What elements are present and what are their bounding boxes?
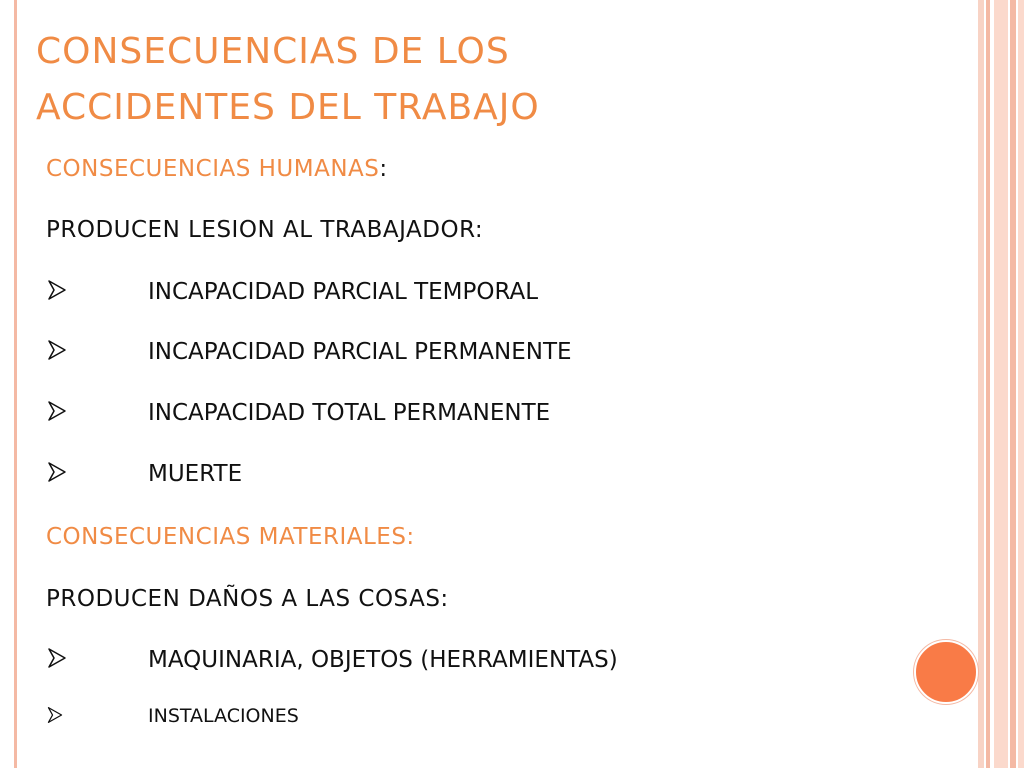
section-humanas-heading [46, 156, 388, 182]
list-item-text: INSTALACIONES [148, 705, 299, 727]
right-stripe [1018, 0, 1024, 768]
right-stripe [986, 0, 990, 768]
section-materiales-heading: CONSECUENCIAS MATERIALES: [46, 524, 415, 550]
arrow-bullet-icon [46, 461, 68, 483]
list-item [46, 461, 243, 487]
title-line-2: ACCIDENTES DEL TRABAJO [36, 87, 540, 128]
list-item-text: INCAPACIDAD PARCIAL TEMPORAL [148, 279, 539, 305]
list-item [46, 279, 539, 305]
decorative-circle [914, 640, 978, 704]
list-item [46, 339, 572, 365]
slide-title [36, 24, 936, 136]
arrow-bullet-icon [46, 400, 68, 422]
list-item-text: INCAPACIDAD TOTAL PERMANENTE [148, 400, 551, 426]
right-stripe [994, 0, 1008, 768]
list-item [46, 647, 618, 673]
arrow-bullet-icon [46, 647, 68, 669]
materiales-intro: PRODUCEN DAÑOS A LAS COSAS: [46, 586, 449, 612]
right-stripe [978, 0, 984, 768]
list-item-text: INCAPACIDAD PARCIAL PERMANENTE [148, 339, 572, 365]
right-stripe [1010, 0, 1016, 768]
title-line-1: CONSECUENCIAS DE LOS [36, 31, 510, 72]
section-humanas-colon: : [379, 156, 388, 182]
list-item-text: MUERTE [148, 461, 243, 487]
left-border-line [14, 0, 17, 768]
arrow-bullet-icon [46, 279, 68, 301]
arrow-bullet-icon [46, 706, 64, 724]
list-item-text: MAQUINARIA, OBJETOS (HERRAMIENTAS) [148, 647, 618, 673]
section-humanas-label: CONSECUENCIAS HUMANAS [46, 156, 380, 182]
arrow-bullet-icon [46, 339, 68, 361]
humanas-intro: PRODUCEN LESION AL TRABAJADOR: [46, 217, 484, 243]
list-item [46, 400, 551, 426]
list-item [46, 705, 299, 727]
